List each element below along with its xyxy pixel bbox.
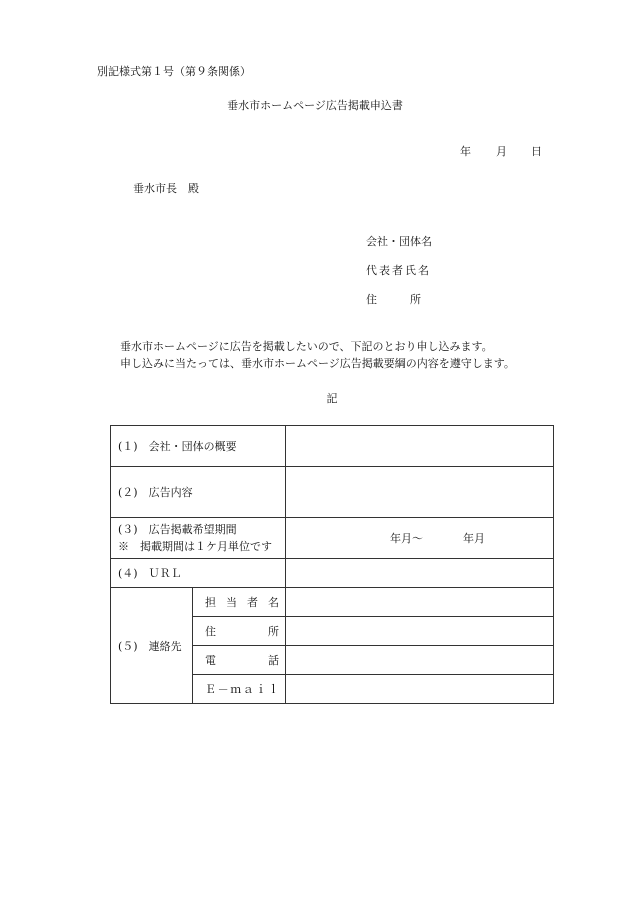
period-month-2: 月 (474, 532, 485, 545)
ad-period-label: (３) 広告掲載希望期間 (118, 523, 237, 536)
date-year-label: 年 (460, 145, 471, 158)
contact-email-field[interactable] (286, 675, 554, 704)
contact-person-label (193, 588, 286, 617)
applicant-address-label: 住 所 (366, 293, 421, 306)
row-label-company-overview: (１) 会社・団体の概要 (111, 426, 286, 467)
period-year-2: 年 (463, 532, 474, 545)
row-label-url: (４) ＵＲＬ (111, 559, 286, 588)
ad-period-note: ※ 掲載期間は１ケ月単位です (118, 540, 272, 553)
ad-period-field[interactable] (286, 518, 554, 559)
date-day-label: 日 (531, 145, 542, 158)
contact-address-label (193, 617, 286, 646)
ki-heading: 記 (326, 392, 338, 405)
row-label-ad-period (111, 518, 286, 559)
contact-email-label (193, 675, 286, 704)
char: ｍ (230, 683, 242, 696)
char: 当 (226, 596, 237, 609)
ad-content-field[interactable] (286, 467, 554, 518)
char: 電 (205, 654, 216, 667)
contact-phone-label (193, 646, 286, 675)
contact-phone-field[interactable] (286, 646, 554, 675)
char: ｌ (267, 683, 279, 696)
period-tilde: ～ (412, 532, 423, 545)
char: 名 (268, 596, 279, 609)
table-row (111, 518, 554, 559)
body-text-line-2: 申し込みに当たっては、垂水市ホームページ広告掲載要綱の内容を遵守します。 (120, 357, 515, 370)
char: ｉ (255, 683, 267, 696)
contact-address-field[interactable] (286, 617, 554, 646)
table-row (111, 588, 554, 617)
char: 話 (268, 654, 279, 667)
applicant-representative-label: 代表者氏名 (366, 264, 431, 277)
period-year-1: 年 (390, 532, 401, 545)
table-row (111, 426, 554, 467)
row-label-ad-content: (２) 広告内容 (111, 467, 286, 518)
char: － (217, 683, 229, 696)
company-overview-field[interactable] (286, 426, 554, 467)
char: 所 (268, 625, 279, 638)
char: 住 (205, 625, 216, 638)
row-label-contact: (５) 連絡先 (111, 588, 193, 704)
applicant-company-label: 会社・団体名 (366, 235, 432, 248)
url-field[interactable] (286, 559, 554, 588)
period-month-1: 月 (401, 532, 412, 545)
date-month-label: 月 (496, 145, 507, 158)
char: ａ (242, 683, 254, 696)
addressee: 垂水市長 殿 (133, 182, 199, 195)
table-row (111, 559, 554, 588)
char: 者 (247, 596, 258, 609)
body-text-line-1: 垂水市ホームページに広告を掲載したいので、下記のとおり申し込みます。 (120, 340, 493, 353)
ad-period-values (338, 530, 513, 546)
application-form-table (110, 425, 554, 704)
table-row (111, 467, 554, 518)
char: Ｅ (205, 683, 216, 696)
document-title: 垂水市ホームページ広告掲載申込書 (227, 99, 403, 112)
char: 担 (205, 596, 216, 609)
form-number-label: 別記様式第１号（第９条関係） (97, 65, 251, 78)
contact-person-field[interactable] (286, 588, 554, 617)
